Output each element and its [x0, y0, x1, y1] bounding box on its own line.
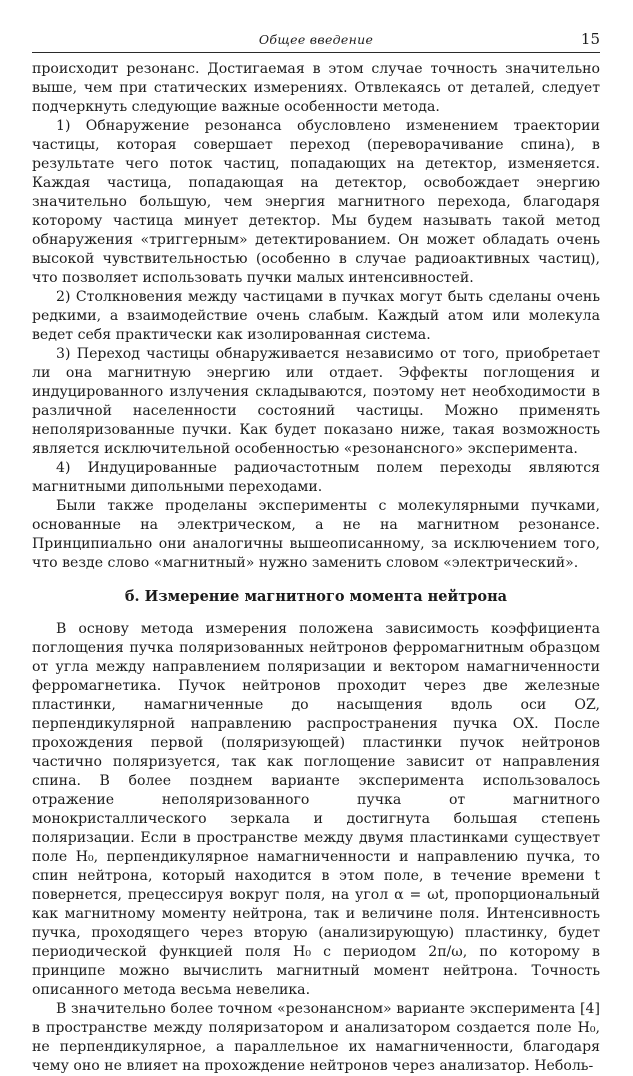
paragraph-point-1: 1) Обнаружение резонанса обусловлено изменением траектории частицы, которая совершает переход (переворачивание спина), в результате чего поток частиц, попадающих на детектор, изменяется. Каждая частица, попадающая на детектор, освобождает энергию значительно большую, чем энергия магнитного перехода, благодаря которому частица минует детектор. Мы будем называть такой метод обнаружения «триггерным» детектированием. Он может обладать очень высокой чувствительностью (особенно в случае радиоактивных частиц), что позволяет использовать пучки малых интенсивностей. — [32, 118, 600, 286]
paragraph: происходит резонанс. Достигаемая в этом случае точность значительно выше, чем при статических измерениях. Отвлекаясь от деталей, следует подчеркнуть следующие важные особенности метода. — [32, 61, 600, 115]
paragraph-point-2: 2) Столкновения между частицами в пучках могут быть сделаны очень редкими, а взаимодействие очень слабым. Каждый атом или молекула ведет себя практически как изолированная система. — [32, 289, 600, 343]
paragraph: В значительно более точном «резонансном» варианте эксперимента [4] в пространстве между поляризатором и анализатором создается поле H₀, не перпендикулярное, а параллельное их намагниченности, благодаря чему оно не влияет на прохождение нейтронов через анализатор. Неболь- — [32, 1001, 600, 1074]
page-number: 15 — [580, 30, 600, 48]
paragraph-point-3: 3) Переход частицы обнаруживается независимо от того, приобретает ли она магнитную энергию или отдает. Эффекты поглощения и индуцированного излучения складываются, поэтому нет необходимости в различной населенности состояний частицы. Можно применять неполяризованные пучки. Как будет показано ниже, такая возможность является исключительной особенностью «резонансного» эксперимента. — [32, 346, 600, 457]
page-header — [32, 30, 600, 50]
section-heading: б. Измерение магнитного момента нейтрона — [124, 588, 508, 605]
header-rule — [32, 52, 600, 53]
paragraph: В основу метода измерения положена зависимость коэффициента поглощения пучка поляризованных нейтронов ферромагнитным образцом от угла между направлением поляризации и вектором намагниченности ферромагнетика. Пучок нейтронов проходит через две железные пластинки, намагниченные до насыщения вдоль оси OZ, перпендикулярной направлению распространения пучка OX. После прохождения первой (поляризующей) пластинки пучок нейтронов частично поляризуется, так как поглощение зависит от направления спина. В более позднем варианте эксперимента использовалось отражение неполяризованного пучка от магнитного монокристаллического зеркала и достигнута большая степень поляризации. Если в пространстве между двумя пластинками существует поле H₀, перпендикулярное намагниченности и направлению пучка, то спин нейтрона, который находится в этом поле, в течение времени t повернется, прецессируя вокруг поля, на угол α = ωt, пропорциональный как магнитному моменту нейтрона, так и величине поля. Интенсивность пучка, проходящего через вторую (анализирующую) пластинку, будет периодической функцией поля H₀ с периодом 2π/ω, по которому в принципе можно вычислить магнитный момент нейтрона. Точность описанного метода весьма невелика. — [32, 621, 600, 998]
body-text — [32, 60, 600, 1076]
paragraph-point-4: 4) Индуцированные радиочастотным полем переходы являются магнитными дипольными переходами. — [32, 460, 600, 495]
running-title: Общее введение — [258, 32, 374, 47]
paragraph: Были также проделаны эксперименты с молекулярными пучками, основанные на электрическом, а не на магнитном резонансе. Принципиально они аналогичны вышеописанному, за исключением того, что везде слово «магнитный» нужно заменить словом «электрический». — [32, 498, 600, 571]
